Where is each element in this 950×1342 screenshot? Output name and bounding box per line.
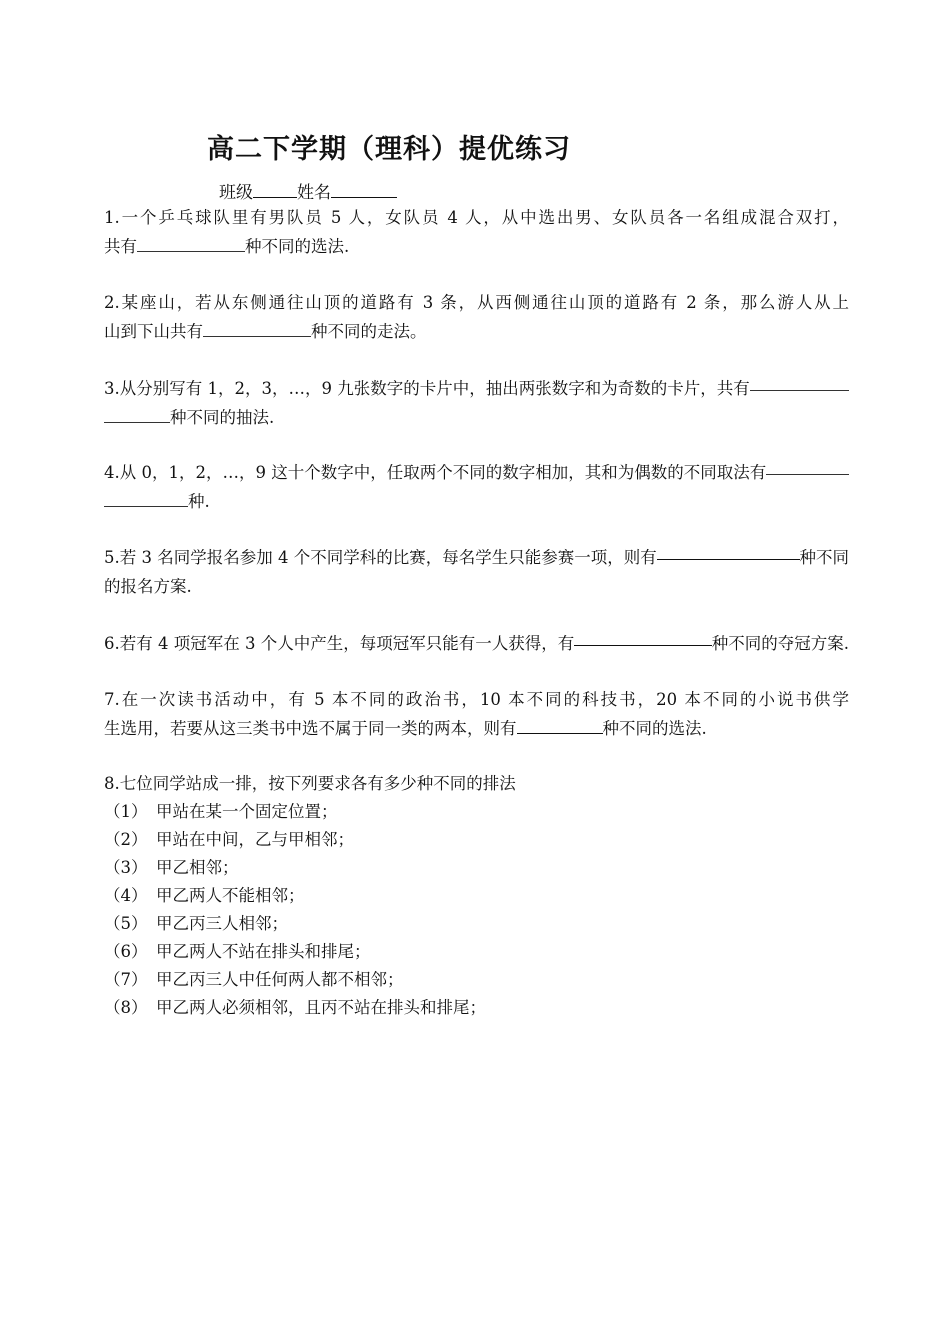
answer-blank-4a[interactable]	[766, 458, 849, 475]
question-5-line-2: 的报名方案.	[104, 577, 192, 596]
question-1-line-2: 共有 种不同的选法.	[104, 237, 350, 256]
item-number: （4）	[104, 886, 148, 905]
question-8-item	[104, 798, 338, 826]
item-number: （3）	[104, 858, 148, 877]
item-number: （2）	[104, 830, 148, 849]
answer-blank-1[interactable]	[137, 235, 245, 252]
answer-blank-3b[interactable]	[104, 406, 170, 423]
question-5	[104, 543, 849, 601]
question-8-item	[104, 938, 371, 966]
class-name-line	[219, 178, 397, 203]
question-4-line-2: 种.	[104, 487, 849, 516]
name-label: 姓名	[297, 183, 331, 203]
answer-blank-4b[interactable]	[104, 490, 188, 507]
item-number: （8）	[104, 998, 148, 1017]
question-8-item	[104, 854, 239, 882]
question-8-item	[104, 966, 404, 994]
question-8-item	[104, 882, 305, 910]
question-7	[104, 685, 849, 743]
item-text: 甲站在中间，乙与甲相邻；	[156, 830, 354, 849]
item-text: 甲乙两人必须相邻，且丙不站在排头和排尾；	[156, 998, 486, 1017]
item-text: 甲乙丙三人中任何两人都不相邻；	[156, 970, 404, 989]
item-text: 甲乙丙三人相邻；	[156, 914, 288, 933]
item-text: 甲乙两人不能相邻；	[156, 886, 305, 905]
answer-blank-6[interactable]	[574, 629, 712, 646]
question-4	[104, 458, 849, 516]
item-number: （1）	[104, 802, 148, 821]
question-8-item	[104, 826, 354, 854]
answer-blank-5[interactable]	[657, 543, 800, 560]
item-number: （5）	[104, 914, 148, 933]
name-blank[interactable]	[331, 181, 397, 198]
item-text: 甲乙两人不站在排头和排尾；	[156, 942, 371, 961]
answer-blank-3a[interactable]	[750, 374, 849, 391]
question-5-line-1: 5.若 3 名同学报名参加 4 个不同学科的比赛，每名学生只能参赛一项，则有 种不同	[104, 543, 849, 572]
question-2-line-1: 2.某座山，若从东侧通往山顶的道路有 3 条，从西侧通往山顶的道路有 2 条，那么游人从上	[104, 293, 849, 312]
question-7-line-2: 生选用，若要从这三类书中选不属于同一类的两本，则有 种不同的选法.	[104, 719, 707, 738]
question-1	[104, 203, 849, 261]
class-label: 班级	[219, 183, 253, 203]
question-3	[104, 374, 849, 432]
question-3-line-2: 种不同的抽法.	[104, 403, 849, 432]
answer-blank-2[interactable]	[203, 320, 311, 337]
question-6	[104, 629, 849, 658]
item-text: 甲乙相邻；	[156, 858, 239, 877]
item-number: （7）	[104, 970, 148, 989]
class-blank[interactable]	[253, 181, 297, 198]
question-2-line-2: 山到下山共有 种不同的走法。	[104, 322, 427, 341]
item-number: （6）	[104, 942, 148, 961]
item-text: 甲站在某一个固定位置；	[156, 802, 338, 821]
answer-blank-7[interactable]	[517, 717, 603, 734]
page-title: 高二下学期（理科）提优练习	[207, 134, 571, 165]
question-8-item	[104, 994, 486, 1022]
question-2	[104, 288, 849, 346]
question-7-line-1: 7.在一次读书活动中，有 5 本不同的政治书，10 本不同的科技书，20 本不同的小说书供学	[104, 690, 849, 709]
question-8-heading: 8.七位同学站成一排，按下列要求各有多少种不同的排法	[104, 774, 516, 793]
question-1-line-1: 1.一个乒乓球队里有男队员 5 人，女队员 4 人，从中选出男、女队员各一名组成混合双打，	[104, 208, 849, 227]
question-6-line-1: 6.若有 4 项冠军在 3 个人中产生，每项冠军只能有一人获得，有 种不同的夺冠方案.	[104, 629, 849, 658]
question-4-line-1: 4.从 0，1，2，…，9 这十个数字中，任取两个不同的数字相加，其和为偶数的不同取法有	[104, 458, 849, 487]
question-3-line-1: 3.从分别写有 1，2，3，…，9 九张数字的卡片中，抽出两张数字和为奇数的卡片，共有	[104, 374, 849, 403]
question-8-item	[104, 910, 288, 938]
